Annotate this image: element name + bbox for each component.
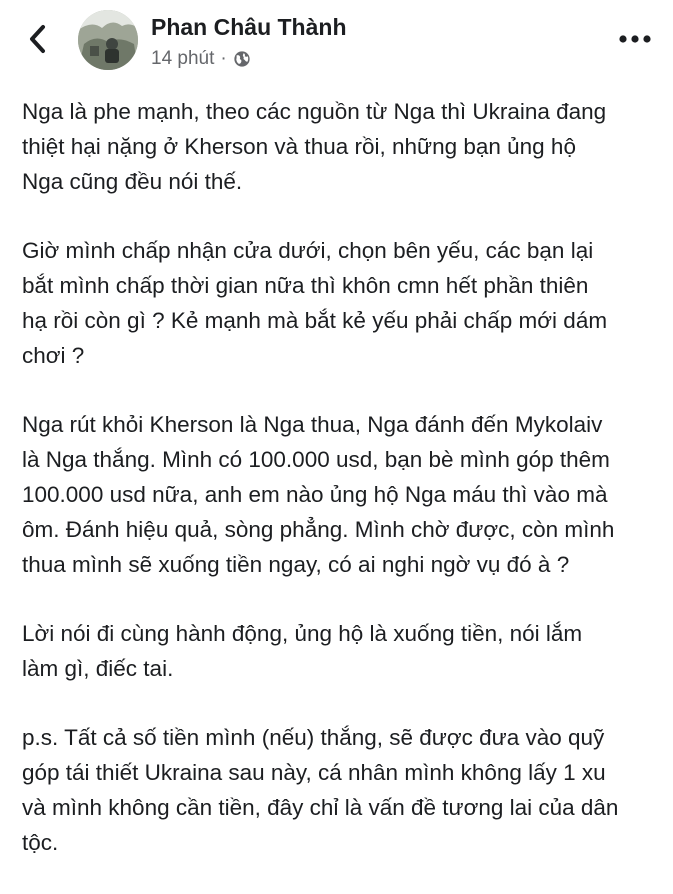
post-body <box>22 94 662 894</box>
post-paragraph-3: Nga rút khỏi Kherson là Nga thua, Nga đánh đến Mykolaiv là Nga thắng. Mình có 100.000 usd, bạn bè mình góp thêm 100.000 usd nữa, anh em nào ủng hộ Nga máu thì vào mà ôm. Đánh hiệu quả, sòng phẳng. Mình chờ được, còn mình thua mình sẽ xuống tiền ngay, có ai nghi ngờ vụ đó à ? <box>22 412 615 577</box>
post-paragraph-2: Giờ mình chấp nhận cửa dưới, chọn bên yếu, các bạn lại bắt mình chấp thời gian nữa thì khôn cmn hết phần thiên hạ rồi còn gì ? Kẻ mạnh mà bắt kẻ yếu phải chấp mới dám chơi ? <box>22 238 608 368</box>
back-button[interactable] <box>22 22 52 56</box>
post-paragraph-1: Nga là phe mạnh, theo các nguồn từ Nga thì Ukraina đang thiệt hại nặng ở Kherson và thua rồi, những bạn ủng hộ Nga cũng đều nói thế. <box>22 99 607 194</box>
post-timestamp[interactable]: 14 phút <box>151 48 215 69</box>
chevron-left-icon <box>28 24 46 54</box>
avatar[interactable] <box>78 10 138 70</box>
post-meta <box>151 48 251 70</box>
post-header <box>0 0 673 82</box>
more-horizontal-icon <box>618 34 652 44</box>
meta-separator: · <box>220 48 227 69</box>
author-name[interactable]: Phan Châu Thành <box>151 14 347 40</box>
avatar-photo <box>78 10 138 70</box>
post-paragraph-5: p.s. Tất cả số tiền mình (nếu) thắng, sẽ được đưa vào quỹ góp tái thiết Ukraina sau này, cá nhân mình không lấy 1 xu và mình không cần tiền, đây chỉ là vấn đề tương lai của dân tộc. <box>22 725 619 855</box>
more-options-button[interactable] <box>615 24 655 54</box>
globe-icon <box>233 50 251 68</box>
post-paragraph-4: Lời nói đi cùng hành động, ủng hộ là xuống tiền, nói lắm làm gì, điếc tai. <box>22 621 583 681</box>
